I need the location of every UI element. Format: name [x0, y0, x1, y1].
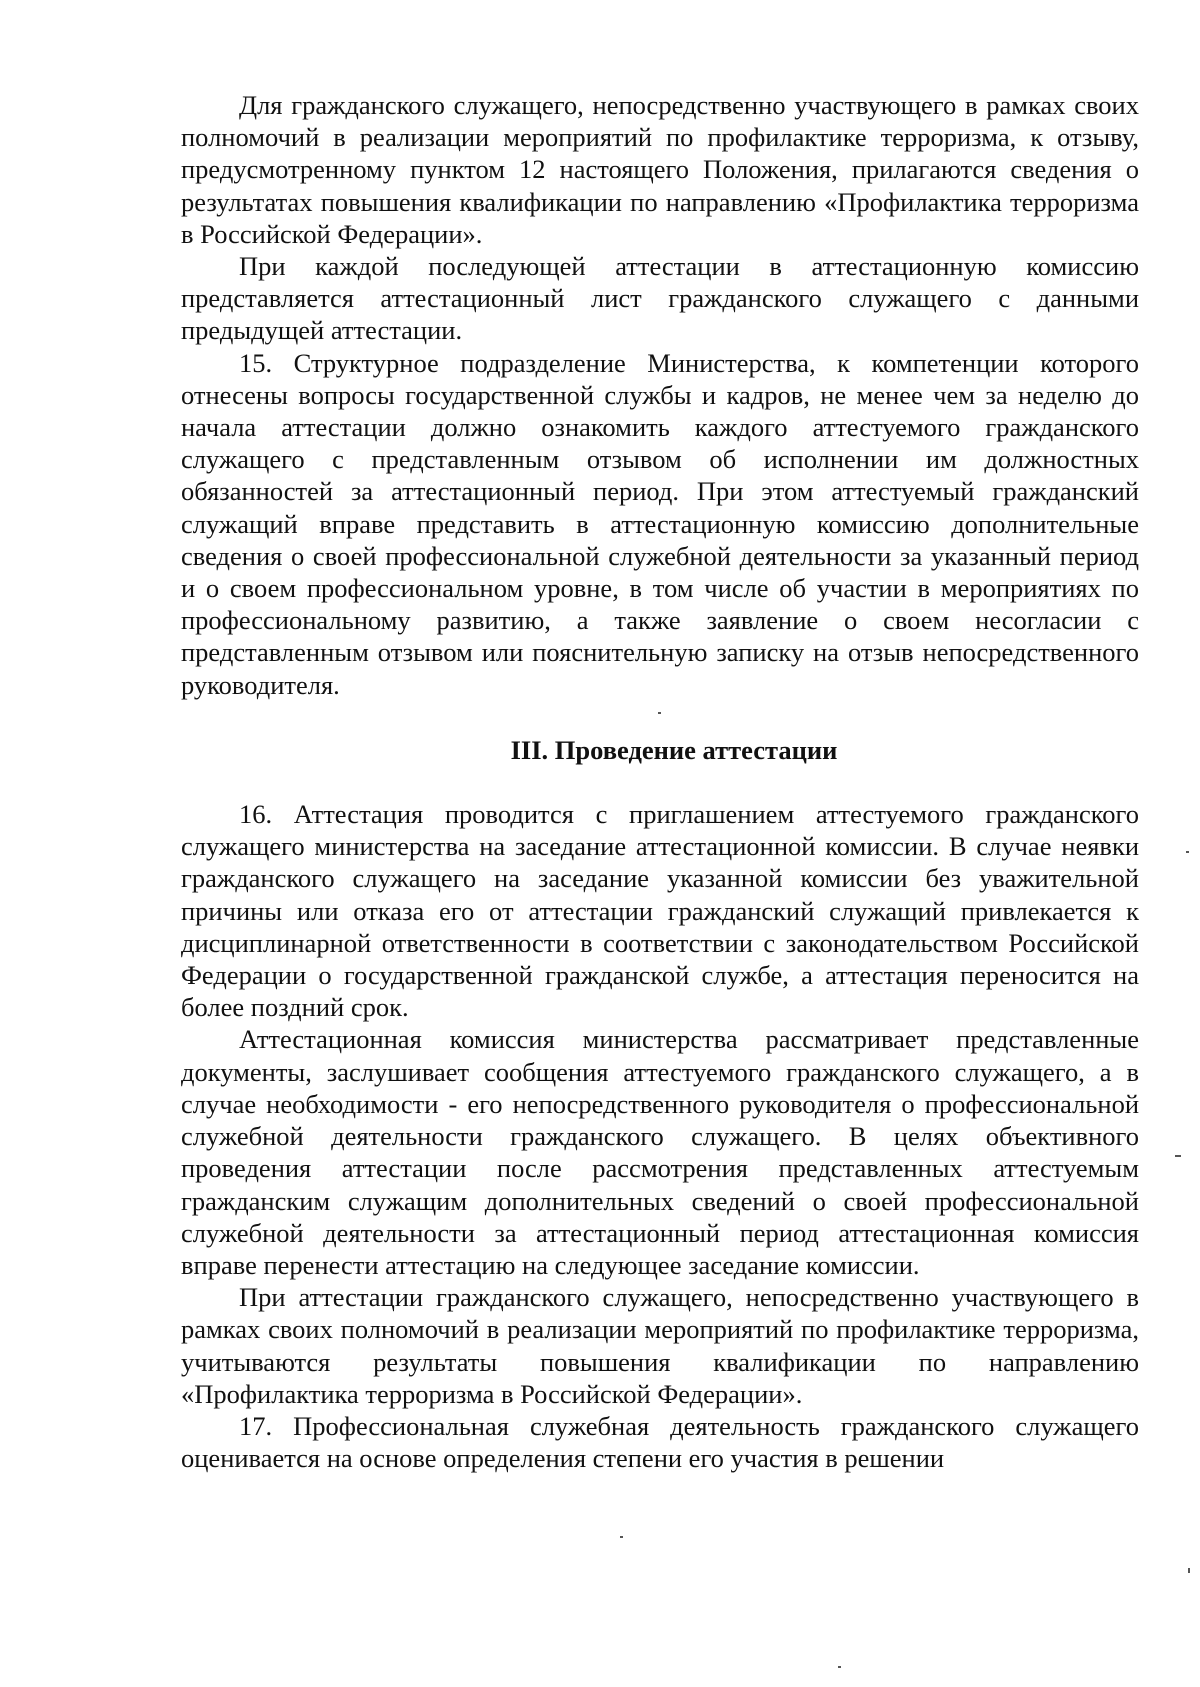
scan-speck — [1175, 1155, 1181, 1157]
section-heading: III. Проведение аттестации — [510, 734, 838, 765]
scan-speck — [620, 1536, 623, 1538]
paragraph-attachment-info: Для гражданского служащего, непосредственно участвующего в рамках своих полномочий в реализации мероприятий по профилактике терроризма, к отзыву, предусмотренному пунктом 12 настоящего Положения, прилагаются сведения о результатах повышения квалификации по направлению «Профилактика терроризма в Российской Федерации». — [181, 90, 1139, 249]
paragraph-17: 17. Профессиональная служебная деятельность гражданского служащего оценивается на основе определения степени его участия в решении — [181, 1410, 1139, 1474]
paragraph-commission-review: Аттестационная комиссия министерства рассматривает представленные документы, заслушивает сообщения аттестуемого гражданского служащего, а в случае необходимости - его непосредственного руководителя о профессиональной служебной деятельности гражданского служащего. В целях объективного проведения аттестации после рассмотрения представленных аттестуемым гражданским служащим дополнительных сведений о своей профессиональной служебной деятельности за аттестационный период аттестационная комиссия вправе перенести аттестацию на следующее заседание комиссии. — [181, 1024, 1139, 1280]
paragraph-attestation-sheet: При каждой последующей аттестации в аттестационную комиссию представляется аттестационный лист гражданского служащего с данными предыдущей аттестации. — [181, 251, 1139, 346]
document-text — [181, 89, 1139, 1474]
scan-speck — [658, 712, 661, 714]
scan-speck — [1186, 851, 1189, 853]
scan-speck — [1188, 1568, 1190, 1573]
paragraph-15: 15. Структурное подразделение Министерства, к компетенции которого отнесены вопросы государственной службы и кадров, не менее чем за неделю до начала аттестации должно ознакомить каждого аттестуемого гражданского служащего с представленным отзывом об исполнении им должностных обязанностей за аттестационный период. При этом аттестуемый гражданский служащий вправе представить в аттестационную комиссию дополнительные сведения о своей профессиональной служебной деятельности за указанный период и о своем профессиональном уровне, в том числе об участии в мероприятиях по профессиональному развитию, а также заявление о своем несогласии с представленным отзывом или пояснительную записку на отзыв непосредственного руководителя. — [181, 347, 1139, 700]
paragraph-terrorism-prevention: При аттестации гражданского служащего, непосредственно участвующего в рамках своих полномочий в реализации мероприятий по профилактике терроризма, учитываются результаты повышения квалификации по направлению «Профилактика терроризма в Российской Федерации». — [181, 1282, 1139, 1409]
paragraph-16: 16. Аттестация проводится с приглашением аттестуемого гражданского служащего министерства на заседание аттестационной комиссии. В случае неявки гражданского служащего на заседание указанной комиссии без уважительной причины или отказа его от аттестации гражданский служащий привлекается к дисциплинарной ответственности в соответствии с законодательством Российской Федерации о государственной гражданской службе, а аттестация переносится на более поздний срок. — [181, 799, 1139, 1023]
scan-speck — [838, 1666, 841, 1668]
